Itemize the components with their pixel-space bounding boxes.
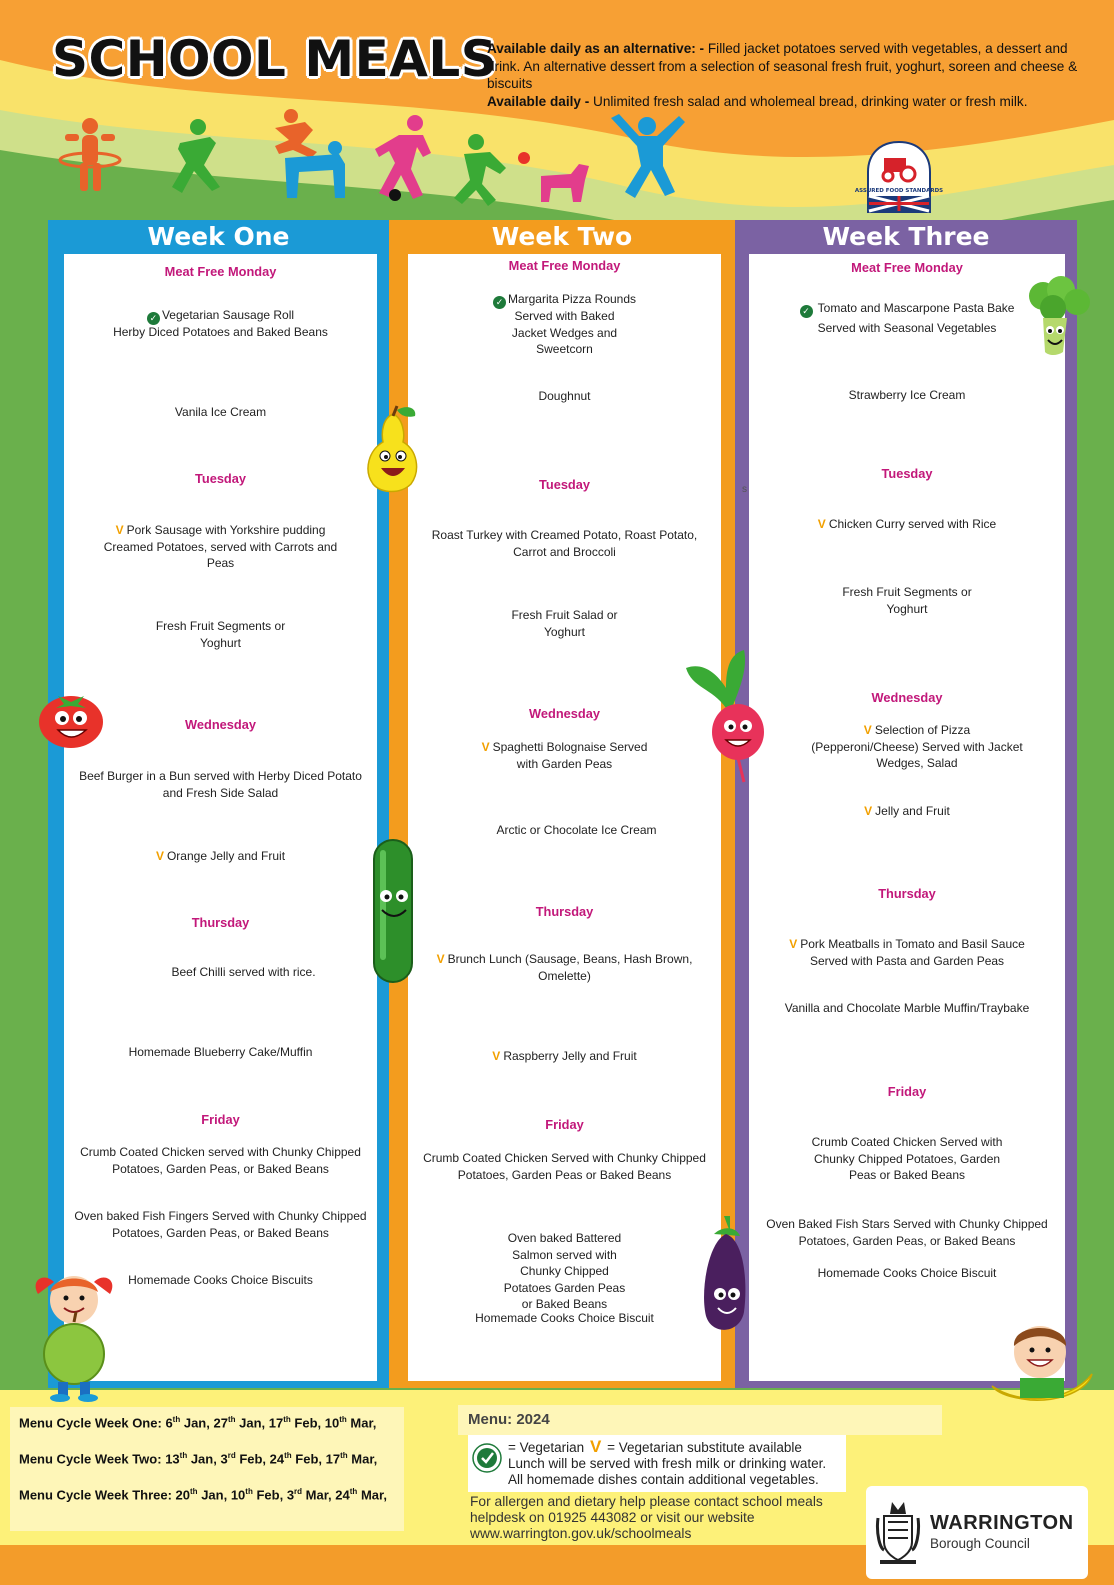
vegetarian-tick-icon [472, 1443, 502, 1473]
menu-item: V Selection of Pizza (Pepperoni/Cheese) Served with Jacket Wedges, Salad [811, 723, 1023, 770]
council-name: WARRINGTON [930, 1512, 1074, 1534]
veg-sub-icon: V [864, 804, 873, 818]
veg-sub-icon: V [155, 849, 164, 863]
day-heading: Tuesday [195, 471, 246, 486]
bowling-figure [454, 134, 530, 206]
dessert-item: Vanila Ice Cream [174, 405, 267, 419]
hula-hoop-figure [60, 118, 120, 191]
menu-item: ✓ Margarita Pizza Rounds [408, 291, 721, 309]
dessert-item: V Orange Jelly and Fruit [155, 849, 286, 863]
veg-sub-legend-icon: V [589, 1437, 602, 1456]
menu-item: Herby Diced Potatoes and Baked Beans [113, 325, 328, 339]
day-heading: Thursday [535, 904, 594, 919]
alt-item: Oven baked Fish Fingers Served with Chunky Chipped Potatoes, Garden Peas, or Baked Beans [74, 1209, 367, 1240]
day-heading: Meat Free Monday [851, 260, 963, 275]
week-three-panel [749, 254, 1065, 1381]
page-title: SCHOOL MEALS [52, 30, 498, 88]
pear-icon [363, 404, 423, 494]
week-three-column [735, 220, 1077, 1388]
assured-badge-text: ASSURED FOOD STANDARDS [854, 188, 944, 194]
girl-with-apple-icon [24, 1270, 124, 1404]
dessert-item: V Raspberry Jelly and Fruit [492, 1049, 637, 1063]
council-crest-icon [874, 1498, 922, 1566]
cycle-week-two: Menu Cycle Week Two: 13th Jan, 3rd Feb, 24th Feb, 17th Mar, [19, 1451, 378, 1467]
cycle-week-three: Menu Cycle Week Three: 20th Jan, 10th Feb, 3rd Mar, 24th Mar, [19, 1487, 387, 1503]
veg-sub-icon: V [789, 937, 798, 951]
intro-text [487, 40, 1087, 110]
day-heading: Wednesday [871, 690, 943, 705]
menu-item: Crumb Coated Chicken Served with Chunky Chipped Potatoes, Garden Peas or Baked Beans [423, 1151, 706, 1182]
day-heading: Thursday [878, 886, 936, 901]
day-heading: Thursday [191, 915, 250, 930]
dessert-item: Homemade Cooks Choice Biscuit [817, 1266, 997, 1280]
menu-item: V Brunch Lunch (Sausage, Beans, Hash Brown, Omelette) [436, 952, 693, 983]
alt-label: Available daily as an alternative: - [487, 41, 705, 56]
jumping-figure [611, 114, 685, 198]
dessert-item: Homemade Cooks Choice Biscuits [128, 1273, 313, 1287]
week-one-title: Week One [147, 222, 290, 251]
vegetarian-tick-icon: ✓ [493, 296, 506, 309]
week-two-panel [408, 254, 721, 1381]
tomato-icon [36, 686, 106, 750]
menu-item: V Chicken Curry served with Rice [817, 517, 997, 531]
legend-box [468, 1435, 846, 1492]
menu-item: Beef Chilli served with rice. [171, 965, 316, 979]
daily-label: Available daily - [487, 93, 590, 109]
alt-item: Oven baked Battered Salmon served with Chunky Chipped Potatoes Garden Peas or Baked Beans [503, 1231, 626, 1311]
menu-item: Served with Seasonal Vegetables [817, 321, 997, 335]
dessert-item: Homemade Blueberry Cake/Muffin [128, 1045, 313, 1059]
veg-sub-icon: V [817, 517, 826, 531]
dessert-item: Fresh Fruit Salad or Yoghurt [511, 608, 618, 639]
day-heading: Meat Free Monday [164, 264, 277, 279]
menu-cycle-panel [10, 1407, 404, 1531]
alt-text: Filled jacket potatoes served with vegetables, a dessert and drink. An alternative dessert from a selection of seasonal fresh fruit, yoghurt, soreen and cheese & biscuits [487, 41, 1078, 91]
dessert-item: Arctic or Chocolate Ice Cream [496, 823, 657, 837]
dessert-item: V Jelly and Fruit [864, 804, 950, 818]
menu-item: Roast Turkey with Creamed Potato, Roast Potato, Carrot and Broccoli [431, 528, 698, 559]
active-kids-illustration [55, 108, 695, 213]
stray-mark: s [742, 484, 747, 495]
radish-icon [682, 648, 768, 788]
veg-sub-icon: V [481, 740, 490, 754]
week-two-title: Week Two [491, 222, 633, 251]
alt-item: Oven Baked Fish Stars Served with Chunky Chipped Potatoes, Garden Peas, or Baked Beans [766, 1217, 1048, 1248]
leapfrog-figures [275, 109, 345, 198]
day-heading: Friday [887, 1084, 927, 1099]
week-one-panel [64, 254, 377, 1381]
assured-food-standards-badge [854, 140, 944, 214]
day-heading: Friday [545, 1117, 584, 1132]
legend-text: = Vegetarian V = Vegetarian substitute available Lunch will be served with fresh milk or drinking water. All homemade dishes contain additional vegetables. [508, 1437, 827, 1487]
boy-with-banana-icon [990, 1316, 1094, 1406]
veg-sub-icon: V [115, 523, 124, 537]
menu-item: Crumb Coated Chicken Served with Chunky Chipped Potatoes, Garden Peas or Baked Beans [811, 1135, 1003, 1182]
council-logo-box [866, 1486, 1088, 1579]
veg-sub-icon: V [863, 723, 872, 737]
menu-item: V Pork Sausage with Yorkshire pudding Creamed Potatoes, served with Carrots and Peas [103, 523, 338, 570]
aubergine-icon [700, 1212, 750, 1342]
dessert-item: Fresh Fruit Segments or Yoghurt [155, 619, 286, 650]
veg-sub-icon: V [492, 1049, 501, 1063]
dessert-item: Homemade Cooks Choice Biscuit [475, 1311, 654, 1325]
week-one-column [48, 220, 389, 1388]
week-two-column [389, 220, 735, 1388]
dog-figure [541, 164, 589, 202]
day-heading: Wednesday [185, 717, 256, 732]
menu-item: Beef Burger in a Bun served with Herby Diced Potato and Fresh Side Salad [79, 769, 362, 800]
dessert-item: Strawberry Ice Cream [848, 388, 966, 402]
week-three-title: Week Three [822, 222, 990, 251]
day-heading: Wednesday [529, 706, 600, 721]
day-heading: Friday [201, 1112, 240, 1127]
broccoli-icon [1021, 274, 1093, 358]
menu-item: Served with Baked Jacket Wedges and Sweetcorn [511, 309, 618, 356]
day-heading: Tuesday [881, 466, 933, 481]
menu-item: Crumb Coated Chicken served with Chunky Chipped Potatoes, Garden Peas, or Baked Beans [80, 1145, 361, 1176]
menu-item: V Spaghetti Bolognaise Served with Garden Peas [481, 740, 648, 771]
dessert-item: Doughnut [538, 389, 591, 403]
menu-item: ✓ Vegetarian Sausage Roll [64, 307, 377, 325]
dessert-item: Fresh Fruit Segments or Yoghurt [842, 585, 972, 616]
dessert-item: Vanilla and Chocolate Marble Muffin/Traybake [784, 1001, 1030, 1015]
menu-item: ✓ Tomato and Mascarpone Pasta Bake [749, 300, 1065, 318]
veg-sub-icon: V [436, 952, 445, 966]
day-heading: Meat Free Monday [508, 258, 621, 273]
football-figure [375, 115, 431, 201]
day-heading: Tuesday [539, 477, 590, 492]
vegetarian-tick-icon: ✓ [800, 305, 813, 318]
contact-info: For allergen and dietary help please contact school meals helpdesk on 01925 443082 or visit our website www.warrington.gov.uk/schoolmeals [470, 1494, 823, 1541]
running-figure [172, 119, 220, 193]
daily-text: Unlimited fresh salad and wholemeal bread, drinking water or fresh milk. [593, 93, 1028, 109]
menu-year: Menu: 2024 [458, 1405, 942, 1435]
menu-item: V Pork Meatballs in Tomato and Basil Sauce Served with Pasta and Garden Peas [789, 937, 1025, 968]
council-subtitle: Borough Council [930, 1536, 1030, 1551]
cucumber-icon [370, 836, 416, 986]
cycle-week-one: Menu Cycle Week One: 6th Jan, 27th Jan, 17th Feb, 10th Mar, [19, 1415, 377, 1431]
vegetarian-tick-icon: ✓ [147, 312, 160, 325]
